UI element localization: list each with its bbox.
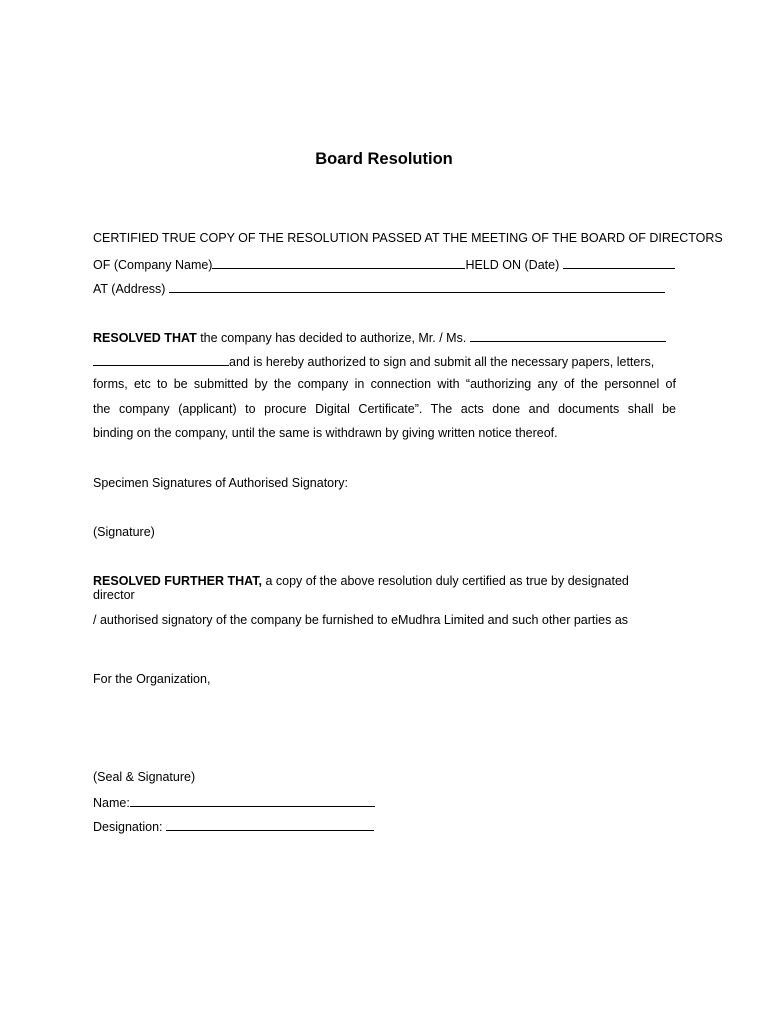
resolved-line-1 [93, 329, 666, 346]
resolved-line-5: binding on the company, until the same is withdrawn by giving written notice thereof. [93, 426, 558, 440]
name-field[interactable] [130, 794, 375, 807]
name-line [93, 794, 375, 811]
resolved-lead: RESOLVED THAT [93, 331, 197, 345]
resolved-line-3: forms, etc to be submitted by the company in connection with “authorizing any of the personnel of [93, 377, 676, 391]
authorized-person-field[interactable] [470, 329, 666, 342]
page-title: Board Resolution [315, 150, 453, 168]
company-line [93, 256, 675, 273]
designation-label: Designation: [93, 820, 166, 834]
specimen-heading: Specimen Signatures of Authorised Signatory: [93, 476, 349, 490]
designation-field[interactable] [166, 818, 374, 831]
address-line [93, 280, 665, 297]
resolved-line-2 [93, 353, 654, 370]
authorized-person-field-2[interactable] [93, 353, 229, 366]
resolved-text-2: and is hereby authorized to sign and submit all the necessary papers, letters, [229, 355, 655, 369]
resolved-further-lead: RESOLVED FURTHER THAT, [93, 574, 262, 588]
name-label: Name: [93, 796, 130, 810]
for-organization: For the Organization, [93, 672, 211, 686]
address-field[interactable] [169, 280, 665, 293]
designation-line [93, 818, 374, 835]
resolved-further-line-2: director [93, 588, 135, 602]
company-name-label: OF (Company Name) [93, 258, 213, 272]
resolved-text-1: the company has decided to authorize, Mr. / Ms. [196, 331, 467, 345]
resolved-further-text-1: a copy of the above resolution duly certified as true by designated [261, 574, 629, 588]
signature-label: (Signature) [93, 525, 155, 539]
seal-signature-label: (Seal & Signature) [93, 770, 196, 784]
company-name-field[interactable] [212, 256, 465, 269]
held-on-label: HELD ON (Date) [465, 258, 560, 272]
resolved-further-line-1 [93, 574, 629, 589]
resolved-line-4: the company (applicant) to procure Digital Certificate”. The acts done and documents shall be [93, 402, 676, 416]
resolved-further-line-3: / authorised signatory of the company be furnished to eMudhra Limited and such other parties as [93, 613, 629, 627]
address-label: AT (Address) [93, 282, 166, 296]
certified-line: CERTIFIED TRUE COPY OF THE RESOLUTION PASSED AT THE MEETING OF THE BOARD OF DIRECTORS [93, 231, 723, 245]
date-field[interactable] [563, 256, 675, 269]
